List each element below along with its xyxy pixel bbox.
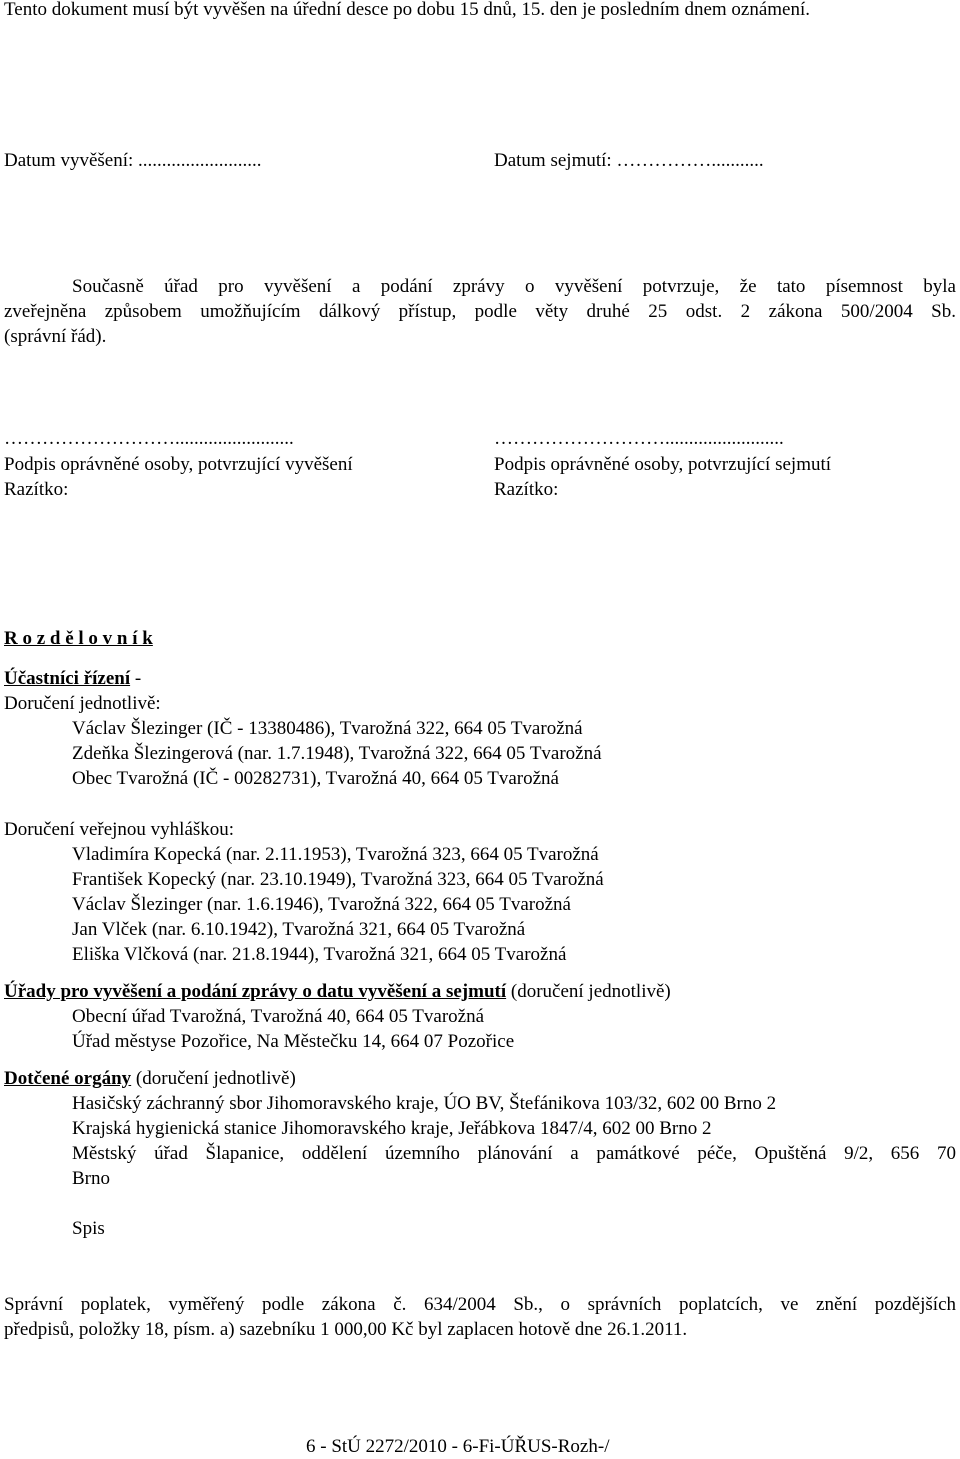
recipient-line: Obec Tvarožná (IČ - 00282731), Tvarožná 40, 664 05 Tvarožná: [72, 768, 559, 789]
distribution-list-title: R o z d ě l o v n í k: [4, 628, 153, 649]
recipient-line: Jan Vlček (nar. 6.10.1942), Tvarožná 321, 664 05 Tvarožná: [72, 919, 526, 940]
recipient-line: František Kopecký (nar. 23.10.1949), Tvarožná 323, 664 05 Tvarožná: [72, 869, 604, 890]
signature-label-posting: Podpis oprávněné osoby, potvrzující vyvěšení: [4, 454, 353, 475]
authority-line: Hasičský záchranný sbor Jihomoravského kraje, ÚO BV, Štefánikova 103/32, 602 00 Brno 2: [72, 1093, 777, 1114]
offices-heading-line: [4, 979, 671, 1004]
posting-date-field: Datum vyvěšení: ..........................: [4, 150, 262, 171]
signature-line-posting: ……………………….........................: [4, 428, 294, 449]
document-reference-footer: 6 - StÚ 2272/2010 - 6-Fi-ÚŘUS-Rozh-/: [306, 1436, 610, 1457]
individual-delivery-heading: Doručení jednotlivě:: [4, 693, 161, 714]
public-notice-delivery-heading: Doručení veřejnou vyhláškou:: [4, 819, 235, 840]
bodies-heading: Dotčené orgány: [4, 1068, 132, 1089]
authority-line: Městský úřad Šlapanice, oddělení územního plánování a památkové péče, Opuštěná 9/2, 656 70: [72, 1143, 956, 1164]
participants-dash: -: [130, 668, 142, 689]
fee-line-1: Správní poplatek, vyměřený podle zákona č. 634/2004 Sb., o správních poplatcích, ve znění pozdějších: [4, 1294, 956, 1315]
stamp-label-removal: Razítko:: [494, 479, 559, 500]
recipient-line: Zdeňka Šlezingerová (nar. 1.7.1948), Tvarožná 322, 664 05 Tvarožná: [72, 743, 602, 764]
authority-line: Krajská hygienická stanice Jihomoravského kraje, Jeřábkova 1847/4, 602 00 Brno 2: [72, 1118, 712, 1139]
statement-line-1: Současně úřad pro vyvěšení a podání zprávy o vyvěšení potvrzuje, že tato písemnost byla: [72, 276, 956, 297]
offices-heading: Úřady pro vyvěšení a podání zprávy o datu vyvěšení a sejmutí: [4, 981, 507, 1002]
authority-line-continued: Brno: [72, 1168, 110, 1189]
statement-line-3: (správní řád).: [4, 326, 107, 347]
fee-line-2: předpisů, položky 18, písm. a) sazebníku 1 000,00 Kč byl zaplacen hotově dne 26.1.2011.: [4, 1319, 688, 1340]
participants-heading: Účastníci řízení: [4, 668, 131, 689]
removal-date-field: Datum sejmutí: ……………...........: [494, 150, 764, 171]
file-copy-label: Spis: [72, 1218, 105, 1239]
signature-line-removal: ……………………….........................: [494, 428, 784, 449]
recipient-line: Václav Šlezinger (nar. 1.6.1946), Tvarožná 322, 664 05 Tvarožná: [72, 894, 571, 915]
posting-notice: Tento dokument musí být vyvěšen na úřední desce po dobu 15 dnů, 15. den je posledním dnem oznámení.: [4, 0, 811, 20]
statement-line-2: zveřejněna způsobem umožňujícím dálkový přístup, podle věty druhé 25 odst. 2 zákona 500/2004 Sb.: [4, 301, 956, 322]
signature-label-removal: Podpis oprávněné osoby, potvrzující sejmutí: [494, 454, 832, 475]
recipient-line: Václav Šlezinger (IČ - 13380486), Tvarožná 322, 664 05 Tvarožná: [72, 718, 583, 739]
recipient-line: Eliška Vlčková (nar. 21.8.1944), Tvarožná 321, 664 05 Tvarožná: [72, 944, 567, 965]
bodies-note: (doručení jednotlivě): [131, 1068, 296, 1089]
office-line: Obecní úřad Tvarožná, Tvarožná 40, 664 05 Tvarožná: [72, 1006, 485, 1027]
participants-heading-line: [4, 666, 141, 691]
recipient-line: Vladimíra Kopecká (nar. 2.11.1953), Tvarožná 323, 664 05 Tvarožná: [72, 844, 599, 865]
stamp-label-posting: Razítko:: [4, 479, 69, 500]
offices-note: (doručení jednotlivě): [506, 981, 671, 1002]
office-line: Úřad městyse Pozořice, Na Městečku 14, 664 07 Pozořice: [72, 1031, 515, 1052]
bodies-heading-line: [4, 1066, 296, 1091]
